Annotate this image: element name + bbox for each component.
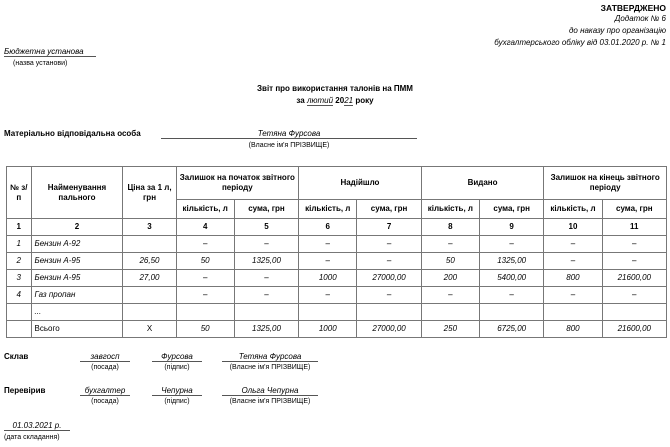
total-cell: Х xyxy=(123,321,176,338)
approval-title: ЗАТВЕРДЖЕНО xyxy=(600,3,666,13)
total-cell: 800 xyxy=(544,321,602,338)
table-cell xyxy=(123,236,176,253)
period-suffix: року xyxy=(355,96,374,105)
checked-signature: Чепурна xyxy=(152,386,202,396)
table-cell: – xyxy=(602,253,666,270)
table-cell: 200 xyxy=(421,270,479,287)
table-row xyxy=(7,304,667,321)
composed-position: завгосп xyxy=(80,352,130,362)
table-cell: – xyxy=(421,236,479,253)
composed-signature: Фурсова xyxy=(152,352,202,362)
table-cell: – xyxy=(234,287,298,304)
table-cell: – xyxy=(176,236,234,253)
table-cell: 5400,00 xyxy=(479,270,543,287)
table-cell xyxy=(176,304,234,321)
table-cell: – xyxy=(357,287,421,304)
total-cell: 27000,00 xyxy=(357,321,421,338)
header-num: № з/п xyxy=(7,167,32,219)
position-caption: (посада) xyxy=(91,398,119,405)
table-cell: 3 xyxy=(7,270,32,287)
approval-order-date: бухгалтерського обліку від 03.01.2020 р. № 1 xyxy=(494,38,666,47)
period-prefix: за xyxy=(296,96,305,105)
total-cell: 250 xyxy=(421,321,479,338)
table-cell: 21600,00 xyxy=(602,270,666,287)
table-cell: – xyxy=(176,270,234,287)
table-cell: 1 xyxy=(7,236,32,253)
column-number: 10 xyxy=(544,219,602,236)
column-number: 6 xyxy=(299,219,357,236)
total-cell: 1000 xyxy=(299,321,357,338)
header-name: Найменування пального xyxy=(31,167,123,219)
table-cell: – xyxy=(299,287,357,304)
column-number: 1 xyxy=(7,219,32,236)
table-cell: 27,00 xyxy=(123,270,176,287)
table-cell xyxy=(299,304,357,321)
table-cell: 1325,00 xyxy=(479,253,543,270)
header-issued: Видано xyxy=(421,167,544,200)
table-cell: – xyxy=(544,287,602,304)
total-cell xyxy=(7,321,32,338)
checked-position: бухгалтер xyxy=(80,386,130,396)
table-cell xyxy=(357,304,421,321)
column-number-row xyxy=(7,219,667,236)
table-cell xyxy=(7,304,32,321)
table-cell: – xyxy=(299,236,357,253)
fuel-name-cell: Бензин А-95 xyxy=(31,270,123,287)
column-number: 2 xyxy=(31,219,123,236)
subheader-sum: сума, грн xyxy=(357,200,421,219)
table-cell: 4 xyxy=(7,287,32,304)
header-received: Надійшло xyxy=(299,167,422,200)
fuel-name-cell: Бензин А-92 xyxy=(31,236,123,253)
total-cell: 21600,00 xyxy=(602,321,666,338)
name-caption: (Власне ім'я ПРІЗВИЩЕ) xyxy=(229,364,311,371)
report-title: Звіт про використання талонів на ПММ xyxy=(257,84,413,93)
signature-caption: (підпис) xyxy=(164,398,190,405)
table-cell: 27000,00 xyxy=(357,270,421,287)
period-year: 21 xyxy=(344,96,354,105)
total-cell: 6725,00 xyxy=(479,321,543,338)
column-number: 8 xyxy=(421,219,479,236)
period-month: лютий xyxy=(306,96,334,105)
table-cell: – xyxy=(544,236,602,253)
subheader-qty: кількість, л xyxy=(544,200,602,219)
subheader-qty: кількість, л xyxy=(299,200,357,219)
table-cell: 26,50 xyxy=(123,253,176,270)
signature-caption: (підпис) xyxy=(164,364,190,371)
table-cell xyxy=(123,287,176,304)
table-cell xyxy=(123,304,176,321)
table-cell: – xyxy=(299,253,357,270)
table-cell: – xyxy=(602,236,666,253)
total-row xyxy=(7,321,667,338)
table-cell: – xyxy=(176,287,234,304)
total-label: Всього xyxy=(31,321,123,338)
subheader-sum: сума, грн xyxy=(234,200,298,219)
table-row xyxy=(7,270,667,287)
composed-name: Тетяна Фурсова xyxy=(222,352,318,362)
total-cell: 1325,00 xyxy=(234,321,298,338)
table-row xyxy=(7,287,667,304)
fuel-name-cell: Газ пропан xyxy=(31,287,123,304)
column-number: 11 xyxy=(602,219,666,236)
checked-name: Ольга Чепурна xyxy=(222,386,318,396)
responsible-caption: (Власне ім'я ПРІЗВИЩЕ) xyxy=(248,142,330,149)
table-cell: – xyxy=(479,236,543,253)
table-cell xyxy=(544,304,602,321)
checked-label: Перевірив xyxy=(4,386,46,395)
table-cell xyxy=(602,304,666,321)
responsible-label: Матеріально відповідальна особа xyxy=(4,129,141,138)
subheader-qty: кількість, л xyxy=(421,200,479,219)
column-number: 3 xyxy=(123,219,176,236)
table-row xyxy=(7,236,667,253)
subheader-qty: кількість, л xyxy=(176,200,234,219)
column-number: 5 xyxy=(234,219,298,236)
responsible-name: Тетяна Фурсова xyxy=(161,129,417,139)
total-cell: 50 xyxy=(176,321,234,338)
period-year-prefix: 20 xyxy=(335,96,345,105)
name-caption: (Власне ім'я ПРІЗВИЩЕ) xyxy=(229,398,311,405)
table-cell: – xyxy=(479,287,543,304)
subheader-sum: сума, грн xyxy=(479,200,543,219)
table-cell xyxy=(479,304,543,321)
subheader-sum: сума, грн xyxy=(602,200,666,219)
table-cell: – xyxy=(544,253,602,270)
table-row xyxy=(7,253,667,270)
column-number: 7 xyxy=(357,219,421,236)
institution-name: Бюджетна установа xyxy=(4,47,96,57)
table-cell: 2 xyxy=(7,253,32,270)
header-price: Ціна за 1 л, грн xyxy=(123,167,176,219)
table-cell xyxy=(234,304,298,321)
approval-order: до наказу про організацію xyxy=(568,26,666,35)
composed-label: Склав xyxy=(4,352,29,361)
table-cell: 50 xyxy=(421,253,479,270)
header-start-balance: Залишок на початок звітного періоду xyxy=(176,167,299,200)
table-cell: – xyxy=(234,270,298,287)
table-cell: – xyxy=(357,253,421,270)
table-cell: 1325,00 xyxy=(234,253,298,270)
fuel-name-cell: ... xyxy=(31,304,123,321)
column-number: 4 xyxy=(176,219,234,236)
date-value: 01.03.2021 р. xyxy=(4,421,70,431)
table-cell: – xyxy=(421,287,479,304)
column-number: 9 xyxy=(479,219,543,236)
fuel-name-cell: Бензин А-95 xyxy=(31,253,123,270)
report-period xyxy=(0,96,670,105)
table-cell xyxy=(421,304,479,321)
table-cell: – xyxy=(234,236,298,253)
table-cell: 800 xyxy=(544,270,602,287)
approval-annex: Додаток № 6 xyxy=(614,14,666,23)
date-caption: (дата складання) xyxy=(4,434,60,441)
table-cell: 1000 xyxy=(299,270,357,287)
table-cell: – xyxy=(602,287,666,304)
table-cell: – xyxy=(357,236,421,253)
header-end-balance: Залишок на кінець звітного періоду xyxy=(544,167,667,200)
table-cell: 50 xyxy=(176,253,234,270)
position-caption: (посада) xyxy=(91,364,119,371)
report-table xyxy=(6,166,667,338)
institution-caption: (назва установи) xyxy=(13,60,68,67)
